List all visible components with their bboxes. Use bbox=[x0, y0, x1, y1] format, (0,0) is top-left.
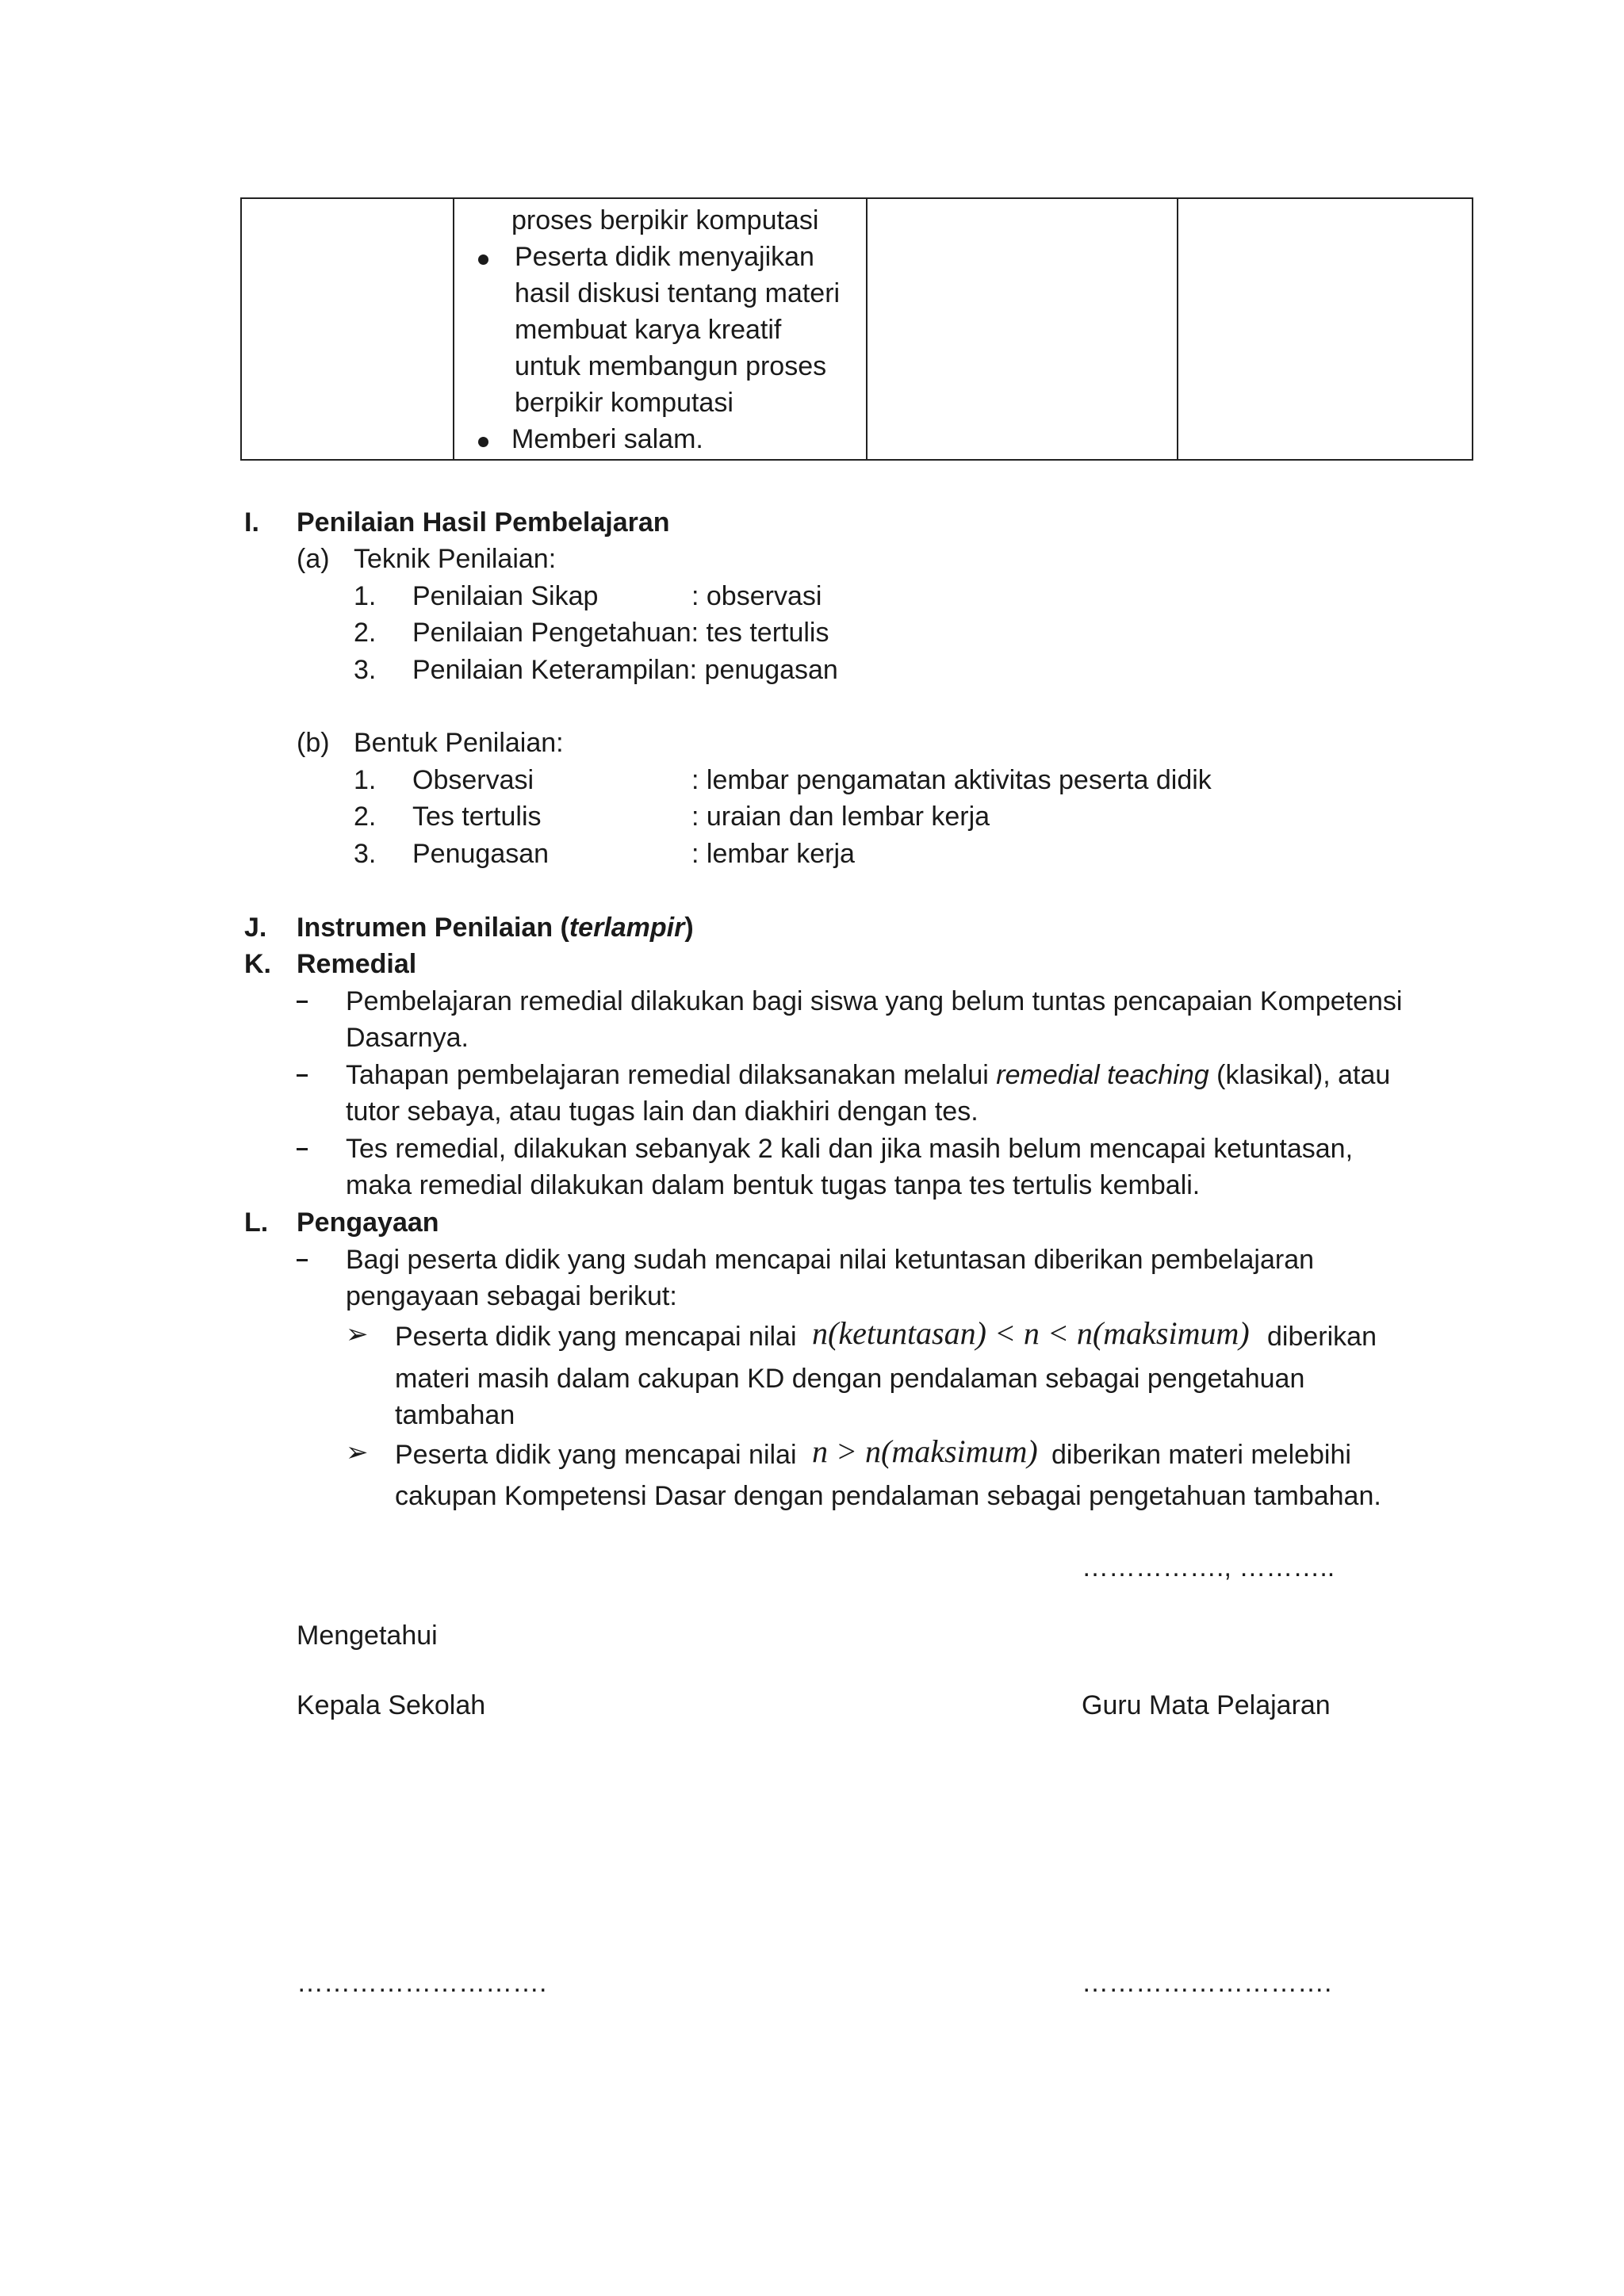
sub1-formula: n(ketuntasan) < n < n(maksimum) bbox=[812, 1315, 1250, 1351]
table-cell-1 bbox=[241, 198, 454, 460]
arrow-bullet-icon: ➢ bbox=[346, 1437, 369, 1468]
section-i-marker: I. bbox=[244, 507, 259, 538]
bullet-icon bbox=[478, 437, 488, 447]
remedial-item-2-line1: Tahapan pembelajaran remedial dilaksanakan melalui remedial teaching (klasikal), atau bbox=[346, 1060, 1391, 1090]
bullet-line-1: Peserta didik menyajikan bbox=[515, 242, 814, 272]
remedial-item-1-line1: Pembelajaran remedial dilakukan bagi siswa yang belum tuntas pencapaian Kompetensi bbox=[346, 986, 1403, 1016]
place-date: ……………., ……….. bbox=[1082, 1552, 1335, 1582]
teknik-label-3: Penilaian Keterampilan: penugasan bbox=[412, 655, 838, 685]
section-l-marker: L. bbox=[244, 1207, 269, 1238]
remedial-item-3-line1: Tes remedial, dilakukan sebanyak 2 kali dan jika masih belum mencapai ketuntasan, bbox=[346, 1134, 1354, 1164]
dash-icon bbox=[297, 1148, 308, 1150]
bullet-line-5: berpikir komputasi bbox=[515, 388, 733, 418]
sub1-post: diberikan bbox=[1267, 1322, 1377, 1352]
dash-icon bbox=[297, 1259, 308, 1261]
subsection-b-marker: (b) bbox=[297, 728, 330, 758]
pengayaan-line2: pengayaan sebagai berikut: bbox=[346, 1281, 677, 1311]
left-signature-dots: ………………………. bbox=[297, 1968, 547, 1998]
sub1-line3: tambahan bbox=[395, 1400, 515, 1430]
right-signature-dots: ………………………. bbox=[1082, 1968, 1332, 1998]
section-k-title: Remedial bbox=[297, 949, 417, 979]
section-k-marker: K. bbox=[244, 949, 271, 979]
sub2-post: diberikan materi melebihi bbox=[1051, 1440, 1351, 1470]
bentuk-label-3: Penugasan bbox=[412, 839, 550, 869]
remedial-item-3-line2: maka remedial dilakukan dalam bentuk tugas tanpa tes tertulis kembali. bbox=[346, 1170, 1201, 1200]
sub1-pre: Peserta didik yang mencapai nilai bbox=[395, 1322, 797, 1352]
section-i-title: Penilaian Hasil Pembelajaran bbox=[297, 507, 670, 538]
activity-table bbox=[240, 197, 1473, 461]
section-j-title: Instrumen Penilaian (terlampir) bbox=[297, 913, 694, 943]
table-cell-4 bbox=[1178, 198, 1473, 460]
remedial-item-2-line2: tutor sebaya, atau tugas lain dan diakhiri dengan tes. bbox=[346, 1096, 979, 1127]
kepala-sekolah-label: Kepala Sekolah bbox=[297, 1690, 486, 1720]
teknik-label-2: Penilaian Pengetahuan: tes tertulis bbox=[412, 618, 829, 648]
bentuk-num-3: 3. bbox=[354, 839, 377, 869]
cell-continued-text: proses berpikir komputasi bbox=[511, 205, 819, 235]
bentuk-value-3: : lembar kerja bbox=[691, 839, 855, 869]
table-cell-3 bbox=[867, 198, 1178, 460]
section-l-title: Pengayaan bbox=[297, 1207, 439, 1238]
bullet-line-2: hasil diskusi tentang materi bbox=[515, 278, 841, 308]
subsection-b-label: Bentuk Penilaian: bbox=[354, 728, 564, 758]
subsection-a-label: Teknik Penilaian: bbox=[354, 544, 557, 574]
dash-icon bbox=[297, 1074, 308, 1077]
remedial-item-1-line2: Dasarnya. bbox=[346, 1023, 469, 1053]
bentuk-label-1: Observasi bbox=[412, 765, 534, 795]
teknik-num-3: 3. bbox=[354, 655, 377, 685]
teknik-num-1: 1. bbox=[354, 581, 377, 611]
arrow-bullet-icon: ➢ bbox=[346, 1318, 369, 1350]
guru-label: Guru Mata Pelajaran bbox=[1082, 1690, 1331, 1720]
subsection-a-marker: (a) bbox=[297, 544, 330, 574]
bentuk-num-1: 1. bbox=[354, 765, 377, 795]
bullet-line-salam: Memberi salam. bbox=[511, 424, 703, 454]
bentuk-value-1: : lembar pengamatan aktivitas peserta didik bbox=[691, 765, 1212, 795]
sub2-pre: Peserta didik yang mencapai nilai bbox=[395, 1440, 797, 1470]
bentuk-num-2: 2. bbox=[354, 802, 377, 832]
teknik-label-1: Penilaian Sikap bbox=[412, 581, 599, 611]
bentuk-value-2: : uraian dan lembar kerja bbox=[691, 802, 990, 832]
section-j-marker: J. bbox=[244, 913, 267, 943]
sub2-formula: n > n(maksimum) bbox=[812, 1433, 1038, 1469]
mengetahui-label: Mengetahui bbox=[297, 1621, 438, 1651]
pengayaan-line1: Bagi peserta didik yang sudah mencapai nilai ketuntasan diberikan pembelajaran bbox=[346, 1245, 1315, 1275]
teknik-value-1: : observasi bbox=[691, 581, 822, 611]
teknik-num-2: 2. bbox=[354, 618, 377, 648]
sub2-line2: cakupan Kompetensi Dasar dengan pendalaman sebagai pengetahuan tambahan. bbox=[395, 1481, 1381, 1511]
bentuk-label-2: Tes tertulis bbox=[412, 802, 542, 832]
sub1-line2: materi masih dalam cakupan KD dengan pendalaman sebagai pengetahuan bbox=[395, 1364, 1305, 1394]
bullet-line-3: membuat karya kreatif bbox=[515, 315, 782, 345]
bullet-line-4: untuk membangun proses bbox=[515, 351, 827, 381]
bullet-icon bbox=[478, 254, 488, 265]
dash-icon bbox=[297, 1001, 308, 1003]
table-cell-2 bbox=[454, 198, 867, 460]
